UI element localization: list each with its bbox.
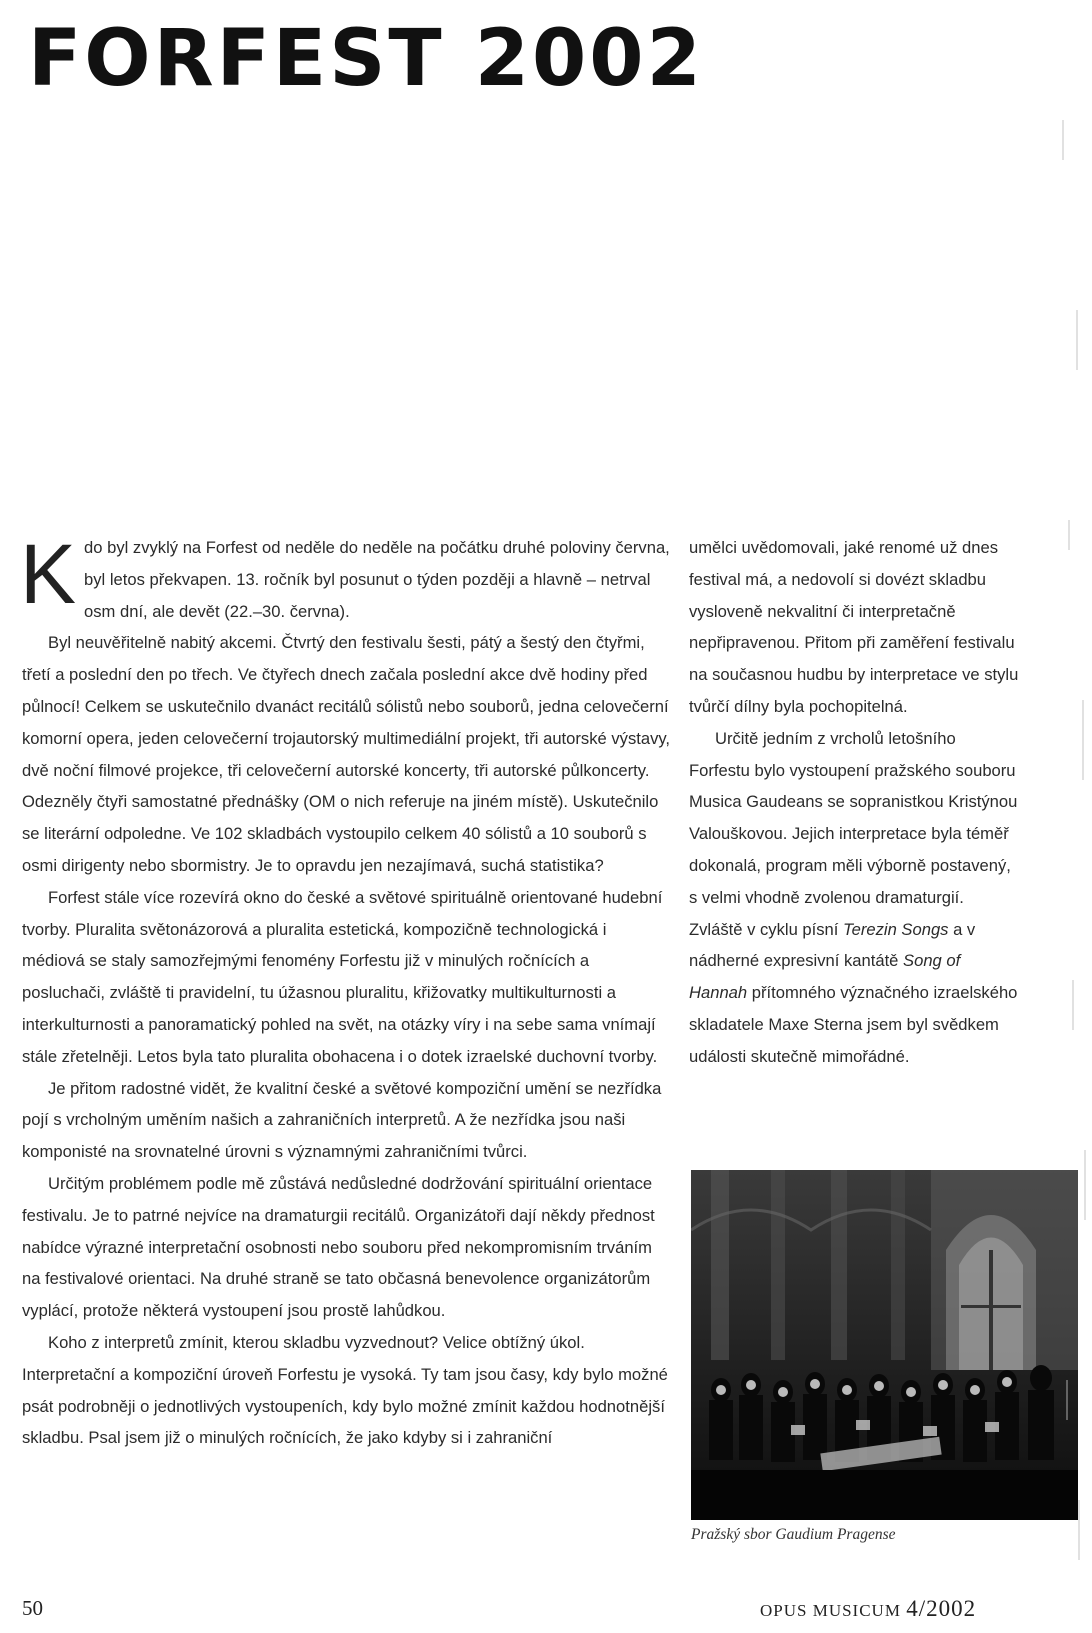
- article-paragraph-4: Je přitom radostné vidět, že kvalitní české a světové kompoziční umění se nezřídka pojí s vrcholným uměním našich a zahraničních interpretů. A že nezřídka jsou naši komponisté na srovnatelné úrovni s významnými zahraničními tvůrci.: [22, 1078, 662, 1162]
- article-right-column: [689, 532, 1019, 1073]
- page-number: 50: [22, 1596, 43, 1620]
- work-title-song-of-hannah: Song of Hannah: [689, 951, 961, 1003]
- scan-edge-texture: [1032, 0, 1092, 1633]
- photo-caption: Pražský sbor Gaudium Pragense: [691, 1526, 896, 1543]
- magazine-issue: 4/2002: [906, 1596, 977, 1621]
- article-title: FORFEST 2002: [28, 14, 704, 104]
- article-left-column: [20, 527, 672, 1454]
- article-paragraph-1: Kdo byl zvyklý na Forfest od neděle do neděle na počátku druhé poloviny června, byl letos překvapen. 13. ročník byl posunut o týden později a hlavně – netrval osm dní, ale devět (22.–30. června).: [20, 527, 670, 621]
- work-title-terezin-songs: Terezin Songs: [843, 919, 949, 939]
- magazine-name: OPUS MUSICUM: [760, 1601, 901, 1620]
- drop-cap: K: [20, 527, 77, 621]
- article-paragraph-5: Určitým problémem podle mě zůstává nedůsledné dodržování spirituální orientace festivalu. Je to patrné nejvíce na dramaturgii recitálů. Organizátoři dají někdy přednost nabídce výrazné interpretační osobnosti nebo souboru před nekompromisním trváním na festivalové orientaci. Na druhé straně se tato občasná benevolence organizátorům vyplácí, protože některá vystoupení jsou prostě lahůdkou.: [22, 1173, 655, 1321]
- article-paragraph-6: Koho z interpretů zmínit, kterou skladbu vyzvednout? Velice obtížný úkol. Interpretační a kompoziční úroveň Forfestu je vysoká. Ty tam jsou časy, kdy bylo možné psát podrobněji o jednotlivých vystoupeních, kdy bylo možné zmínit každou hodnotnější skladbu. Psal jsem již o minulých ročnících, že jako kdyby si i zahraniční: [22, 1332, 668, 1448]
- article-paragraph-2: Byl neuvěřitelně nabitý akcemi. Čtvrtý den festivalu šesti, pátý a šestý den čtyřmi, třetí a poslední den po třech. Ve čtyřech dnech začala poslední akce dvě hodiny před půlnocí! Celkem se uskutečnilo dvanáct recitálů sólistů nebo souborů, jedna celovečerní komorní opera, jeden celovečerní trojautorský multimediální projekt, tři autorské výstavy, dvě noční filmové projekce, tři celovečerní autorské koncerty, tři autorské půlkoncerty. Odezněly čtyři samostatné přednášky (OM o nich referuje na jiném místě). Uskutečnilo se literární odpoledne. Ve 102 skladbách vystoupilo celkem 40 sólistů a 10 souborů s osmi dirigenty nebo sbormistry. Je to opravdu jen nezajímavá, suchá statistika?: [22, 633, 671, 875]
- article-paragraph-3: Forfest stále více rozevírá okno do české a světové spirituálně orientované hudební tvorby. Pluralita světonázorová a pluralita estetická, kompozičně technologická i médiová se staly samozřejmými fenomény Forfestu již v minulých ročnících a posluchači, zvláště ti pravidelní, tu úžasnou pluralitu, křižovatky multikulturnosti a interkulturnosti a panoramatický pohled na svět, na otázky víry i na sebe sama vnímají stále zřetelněji. Letos byla tato pluralita obohacena i o dotek izraelské duchovní tvorby.: [22, 887, 663, 1066]
- article-paragraph-highlight: Určitě jedním z vrcholů letošního Forfestu bylo vystoupení pražského souboru Musica Gaudeans se sopranistkou Kristýnou Valouškovou. Jejich interpretace byla téměř dokonalá, program měli výborně postavený, s velmi vhodně zvolenou dramaturgií. Zvláště v cyklu písní Terezin Songs a v nádherné expresivní kantátě Song of Hannah přítomného význačného izraelského skladatele Maxe Sterna jsem byl svědkem události skutečně mimořádné.: [689, 728, 1018, 1066]
- magazine-footer: [760, 1596, 976, 1622]
- choir-photo: [691, 1170, 1078, 1520]
- article-paragraph-continued: umělci uvědomovali, jaké renomé už dnes festival má, a nedovolí si dovézt skladbu vysloveně nekvalitní či interpretačně nepřipravenou. Přitom při zaměření festivalu na současnou hudbu by interpretace ve stylu tvůrčí dílny byla pochopitelná.: [689, 538, 1019, 716]
